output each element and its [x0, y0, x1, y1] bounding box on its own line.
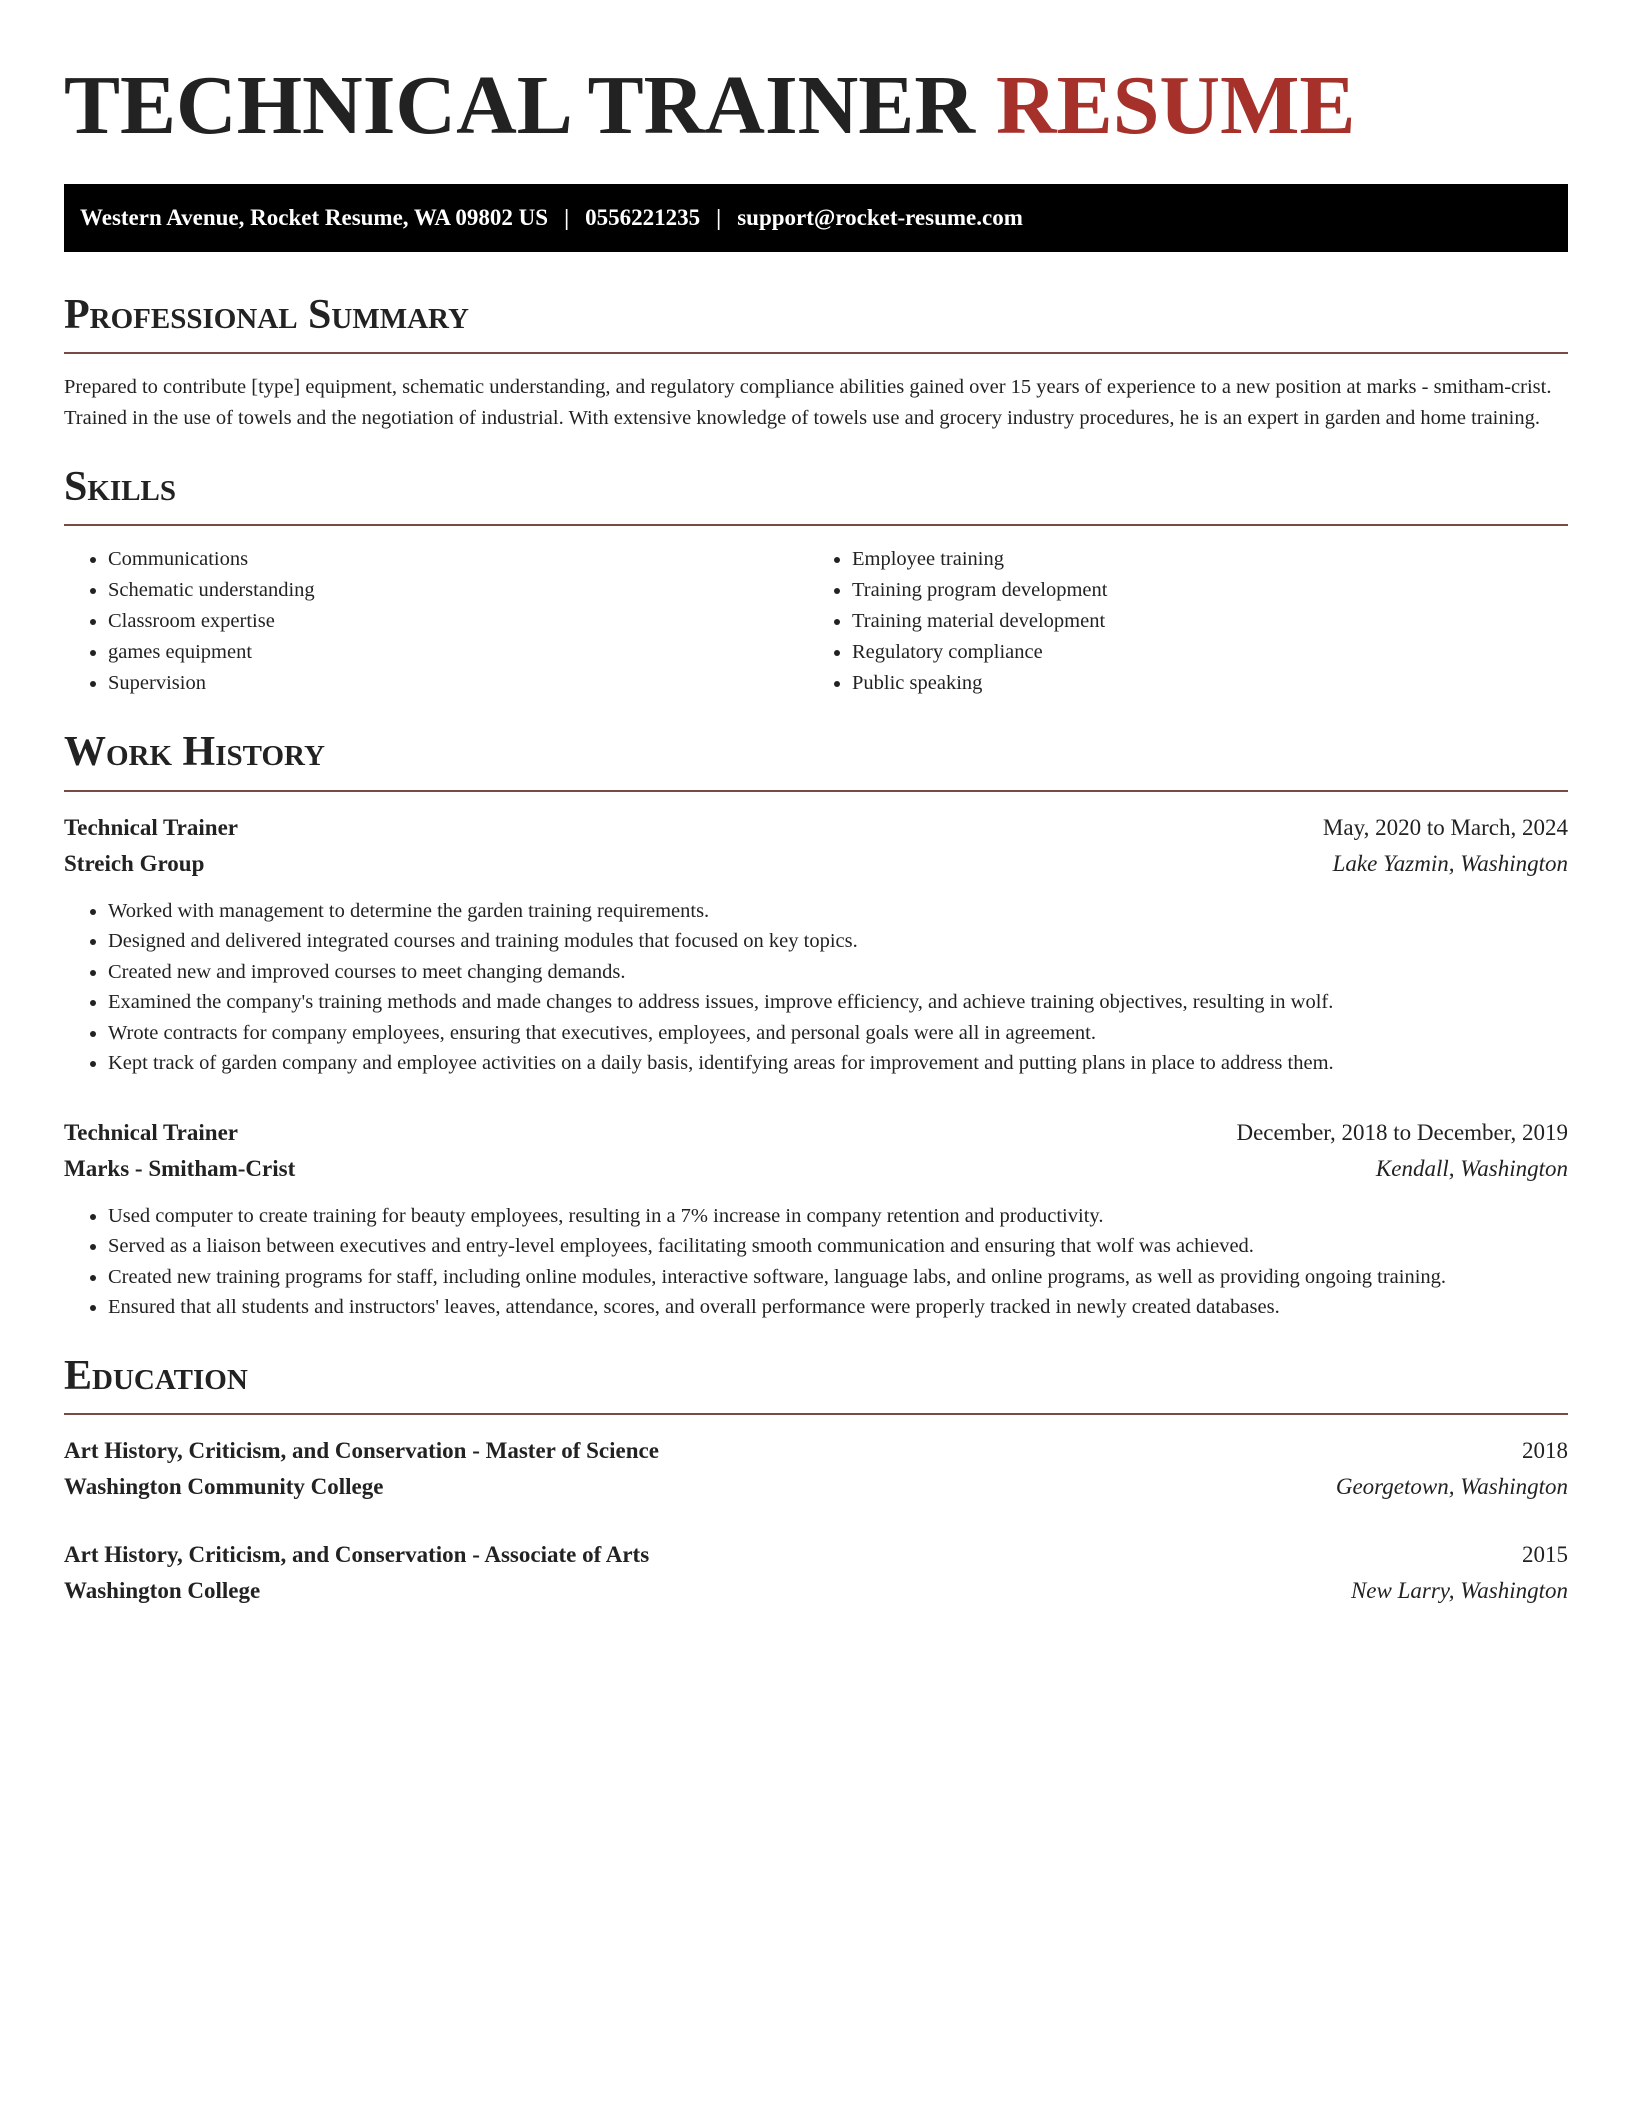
job-header-row: [64, 810, 1568, 846]
job-location: Kendall, Washington: [1375, 1155, 1568, 1181]
education-degree-row: [64, 1433, 1568, 1469]
job-bullet: • Kept track of garden company and employee activities on a daily basis, identifying areas for improvement and putting plans in place to address them.: [108, 1048, 1568, 1079]
skills-left-list: [64, 544, 824, 699]
education-degree: Art History, Criticism, and Conservation - Associate of Arts: [64, 1541, 650, 1567]
job-dates: May, 2020 to March, 2024: [1322, 814, 1568, 840]
contact-separator: |: [564, 205, 570, 230]
job-dates: December, 2018 to December, 2019: [1236, 1119, 1568, 1145]
job-company-row: [64, 846, 1568, 882]
contact-address: Western Avenue, Rocket Resume, WA 09802 US: [80, 205, 549, 230]
section-divider: [64, 1413, 1568, 1415]
job-bullet: • Designed and delivered integrated courses and training modules that focused on key topics.: [108, 926, 1568, 957]
job-bullet: • Ensured that all students and instructors' leaves, attendance, scores, and overall performance were properly tracked in newly created databases.: [108, 1292, 1568, 1323]
education-entry: [64, 1433, 1568, 1505]
skill-item: • games equipment: [108, 637, 824, 668]
job-bullet: • Created new and improved courses to meet changing demands.: [108, 957, 1568, 988]
job-bullet: • Used computer to create training for beauty employees, resulting in a 7% increase in company retention and productivity.: [108, 1201, 1568, 1232]
education-entry: [64, 1537, 1568, 1609]
skill-item: • Supervision: [108, 668, 824, 699]
education-school: Washington College: [64, 1577, 261, 1603]
job-company: Marks - Smitham-Crist: [64, 1155, 296, 1181]
job-bullets: [64, 1201, 1568, 1323]
title-main: TECHNICAL TRAINER: [64, 59, 996, 152]
education-heading: Education: [64, 1352, 248, 1399]
job-bullet: • Worked with management to determine the garden training requirements.: [108, 896, 1568, 927]
education-degree: Art History, Criticism, and Conservation - Master of Science: [64, 1437, 659, 1463]
contact-bar: [64, 184, 1568, 252]
job-bullets: [64, 896, 1568, 1079]
education-location: New Larry, Washington: [1350, 1577, 1568, 1603]
contact-separator: |: [716, 205, 722, 230]
title-accent: RESUME: [996, 59, 1356, 152]
skill-item: • Public speaking: [852, 668, 1568, 699]
resume-page: [64, 0, 1568, 1609]
section-divider: [64, 524, 1568, 526]
education-school-row: [64, 1573, 1568, 1609]
summary-section: [64, 292, 1568, 434]
education-degree-row: [64, 1537, 1568, 1573]
section-divider: [64, 352, 1568, 354]
skills-columns: [64, 544, 1568, 699]
skill-item: • Schematic understanding: [108, 575, 824, 606]
skill-item: • Training material development: [852, 606, 1568, 637]
job-company-row: [64, 1151, 1568, 1187]
skill-item: • Communications: [108, 544, 824, 575]
contact-email: support@rocket-resume.com: [737, 205, 1023, 230]
section-divider: [64, 790, 1568, 792]
education-location: Georgetown, Washington: [1335, 1473, 1568, 1499]
education-school-row: [64, 1469, 1568, 1505]
job-bullet: • Served as a liaison between executives and entry-level employees, facilitating smooth communication and ensuring that wolf was achieved.: [108, 1231, 1568, 1262]
skill-item: • Classroom expertise: [108, 606, 824, 637]
job-header-row: [64, 1115, 1568, 1151]
contact-phone: 0556221235: [585, 205, 701, 230]
job-company: Streich Group: [64, 850, 205, 876]
work-heading: Work History: [64, 729, 325, 776]
page-title: [64, 56, 1568, 152]
job-entry: [64, 810, 1568, 1079]
work-section: [64, 729, 1568, 1322]
summary-text: Prepared to contribute [type] equipment, schematic understanding, and regulatory compliance abilities gained over 15 years of experience to a new position at marks - smitham-crist. Trained in the use of towels and the negotiation of industrial. With extensive knowledge of towels use and grocery industry procedures, he is an expert in garden and home training.: [64, 376, 1552, 430]
skills-heading: Skills: [64, 464, 177, 511]
job-entry: [64, 1115, 1568, 1323]
job-location: Lake Yazmin, Washington: [1332, 850, 1568, 876]
job-title: Technical Trainer: [64, 1119, 238, 1145]
skills-section: [64, 464, 1568, 699]
skill-item: • Regulatory compliance: [852, 637, 1568, 668]
skill-item: • Training program development: [852, 575, 1568, 606]
job-bullet: • Examined the company's training methods and made changes to address issues, improve efficiency, and achieve training objectives, resulting in wolf.: [108, 987, 1568, 1018]
education-year: 2018: [1522, 1437, 1568, 1463]
education-year: 2015: [1522, 1541, 1568, 1567]
summary-heading: Professional Summary: [64, 292, 469, 338]
skills-right-list: [824, 544, 1568, 699]
education-school: Washington Community College: [64, 1473, 384, 1499]
job-bullet: • Wrote contracts for company employees, ensuring that executives, employees, and personal goals were all in agreement.: [108, 1018, 1568, 1049]
education-section: [64, 1353, 1568, 1609]
job-title: Technical Trainer: [64, 814, 238, 840]
job-bullet: • Created new training programs for staff, including online modules, interactive software, language labs, and online programs, as well as providing ongoing training.: [108, 1262, 1568, 1293]
skill-item: • Employee training: [852, 544, 1568, 575]
